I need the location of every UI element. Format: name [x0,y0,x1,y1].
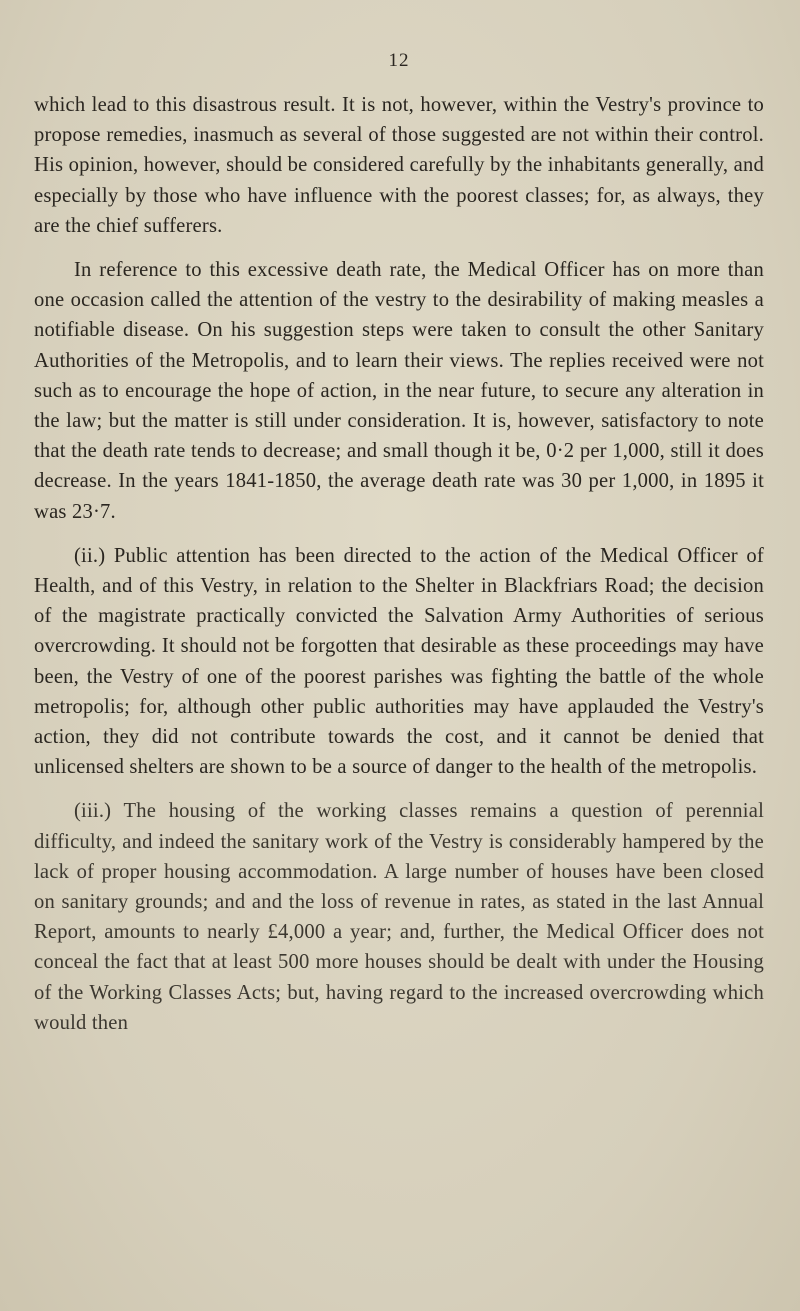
paragraph-housing: (iii.) The housing of the working classes remains a question of perennial difficulty, and indeed the sanitary work of the Vestry is considerably hampered by the lack of proper housing accommodation. A large number of houses have been closed on sanitary grounds; and and the loss of revenue in rates, as stated in the last Annual Report, amounts to nearly £4,000 a year; and, further, the Medical Officer does not conceal the fact that at least 500 more houses should be dealt with under the Housing of the Working Classes Acts; but, having regard to the increased overcrowding which would then [34,800,764,1034]
paragraph-continuation: which lead to this disastrous result. It is not, however, within the Vestry's province to propose remedies, inasmuch as several of those suggested are not within their control. His opinion, however, should be considered carefully by the inhabitants generally, and especially by those who have influence with the poorest classes; for, as always, they are the chief sufferers. [34,94,764,237]
paragraph-death-rate: In reference to this excessive death rate, the Medical Officer has on more than one occasion called the attention of the vestry to the desirability of making measles a notifiable disease. On his suggestion steps were taken to consult the other Sanitary Authorities of the Metropolis, and to learn their views. The replies received were not such as to encourage the hope of action, in the near future, to secure any alteration in the law; but the matter is still under consideration. It is, however, satisfactory to note that the death rate tends to decrease; and small though it be, 0·2 per 1,000, still it does decrease. In the years 1841-1850, the average death rate was 30 per 1,000, in 1895 it was 23·7. [34,259,764,523]
page-number: 12 [388,50,410,71]
paragraph-shelter: (ii.) Public attention has been directed to the action of the Medical Officer of Health, and of this Vestry, in relation to the Shelter in Blackfriars Road; the decision of the magistrate practically convicted the Salvation Army Authorities of serious overcrowding. It should not be forgotten that desirable as these proceedings may have been, the Vestry of one of the poorest parishes was fighting the battle of the whole metropolis; for, although other public authorities may have applauded the Vestry's action, they did not contribute towards the cost, and it cannot be denied that unlicensed shelters are shown to be a source of danger to the health of the metropolis. [34,544,764,779]
